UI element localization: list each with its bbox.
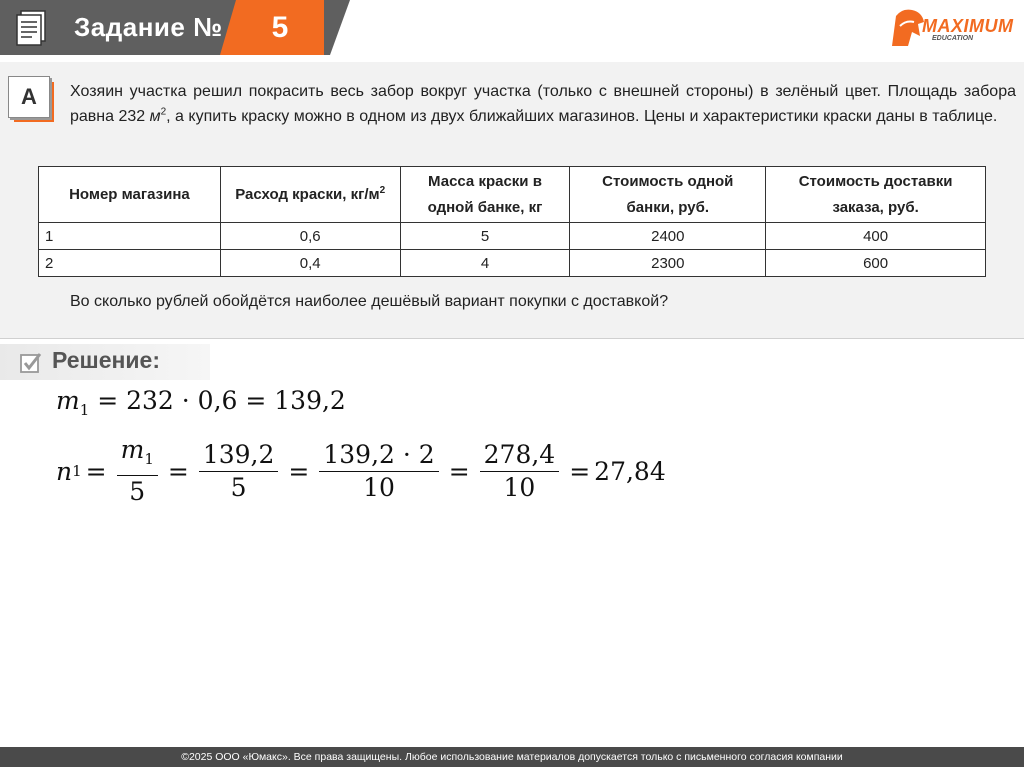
solution-header — [0, 344, 210, 380]
fraction-denominator: 10 — [503, 472, 536, 502]
header — [0, 0, 1024, 62]
task-badge-letter: А — [8, 76, 50, 118]
table-cell: 0,6 — [220, 223, 400, 250]
maximum-logo — [888, 6, 1016, 50]
table-cell: 0,4 — [220, 250, 400, 277]
equals-sign: = — [167, 456, 189, 486]
formula-rhs: = 232 · 0,6 = 139,2 — [97, 386, 346, 415]
task-number: 5 — [236, 0, 324, 55]
table-cell: 4 — [400, 250, 570, 277]
fraction-numerator: 139,2 · 2 — [319, 441, 438, 472]
fraction-denominator: 5 — [230, 472, 247, 502]
logo-subtext: EDUCATION — [932, 35, 974, 42]
table-cell: 2400 — [570, 223, 766, 250]
formula-sub: 1 — [72, 462, 82, 480]
table-row — [39, 250, 986, 277]
copyright-footer: ©2025 ООО «Юмакс». Все права защищены. Любое использование материалов допускается только с письменного согласия компании — [0, 747, 1024, 767]
table-header-text: Расход краски, кг/м — [235, 185, 380, 203]
header-title: Задание № — [74, 12, 223, 42]
table-row — [39, 223, 986, 250]
area-exponent: 2 — [160, 106, 167, 118]
equals-sign: = — [85, 456, 107, 486]
problem-text — [70, 79, 1016, 129]
table-cell: 600 — [766, 250, 986, 277]
fraction-numerator: 278,4 — [480, 441, 560, 472]
fraction — [199, 441, 279, 502]
formula-m1 — [56, 386, 346, 419]
table-cell: 2300 — [570, 250, 766, 277]
area-unit: м — [149, 108, 161, 125]
formula-n1 — [56, 435, 666, 506]
problem-text-part1: Хозяин участка решил покрасить весь забор вокруг участка (только с внешней стороны) в зелёный цвет. Площадь забора равна 232 — [70, 83, 1016, 125]
price-table — [38, 166, 986, 277]
table-header-row — [39, 167, 986, 223]
question-text: Во сколько рублей обойдётся наиболее дешёвый вариант покупки с доставкой? — [70, 293, 669, 310]
formula-var: m — [56, 386, 80, 415]
table-header-cell: Номер магазина — [39, 167, 221, 223]
task-area — [0, 62, 1024, 339]
equals-sign: = — [288, 456, 310, 486]
document-icon — [12, 8, 52, 48]
table-header-cell: Масса краски в одной банке, кг — [400, 167, 570, 223]
formula-result: 27,84 — [594, 456, 666, 486]
table-header-cell: Стоимость доставки заказа, руб. — [766, 167, 986, 223]
fraction-numerator: 139,2 — [199, 441, 279, 472]
fraction-num-var: m — [120, 435, 145, 464]
formula-sub: 1 — [79, 401, 90, 419]
checkbox-checked-icon — [20, 352, 42, 374]
fraction-numerator — [117, 436, 158, 476]
table-cell: 2 — [39, 250, 221, 277]
table-cell: 5 — [400, 223, 570, 250]
table-header-cell — [220, 167, 400, 223]
problem-text-part2: , а купить краску можно в одном из двух ближайших магазинов. Цены и характеристики краски даны в таблице. — [166, 108, 998, 125]
fraction-denominator: 10 — [363, 472, 395, 502]
table-cell: 1 — [39, 223, 221, 250]
solution-title: Решение: — [52, 347, 161, 373]
task-badge — [14, 82, 54, 122]
fraction-num-sub: 1 — [144, 450, 154, 468]
equals-sign: = — [569, 456, 591, 486]
fraction — [319, 441, 438, 502]
fraction — [480, 441, 560, 502]
fraction-denominator: 5 — [129, 477, 146, 506]
equals-sign: = — [448, 456, 470, 486]
table-cell: 400 — [766, 223, 986, 250]
fraction — [117, 436, 158, 506]
formula-var: n — [56, 456, 73, 486]
table-header-sup: 2 — [379, 184, 386, 196]
logo-text: MAXIMUM — [922, 16, 1014, 36]
table-header-cell: Стоимость одной банки, руб. — [570, 167, 766, 223]
